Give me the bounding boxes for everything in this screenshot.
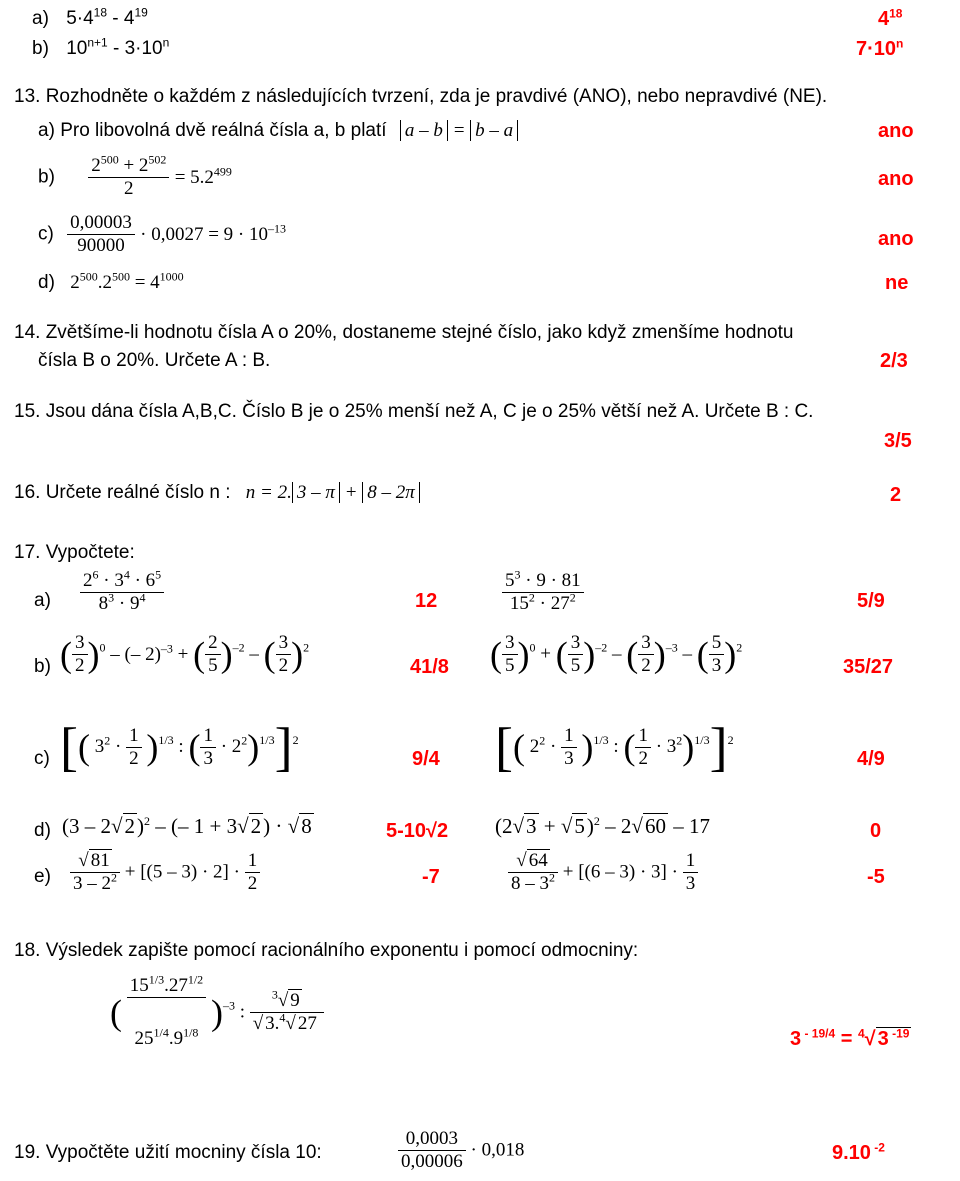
item14-line1 xyxy=(14,322,793,344)
item19-fraction: $\frac{0,0003}{0,00006}$ xyxy=(398,1128,466,1173)
item17-b-label: b) xyxy=(34,656,51,677)
item17-b-left-expr: ( $\frac{3}{2}$ )$^0$ – (– 2)$^{-3}$ + ( $\frac{2}{5}$ )$^{-2}$ – ( $\frac{3}{2}$ )$^2$ xyxy=(60,632,310,676)
item12-a xyxy=(32,5,148,30)
item17-number: 17. xyxy=(14,542,41,563)
item17-c-right-answer: 4/9 xyxy=(857,748,885,770)
item17-c-right-expr: [( $2^2$ · $\frac{1}{3}$ )$^{1/3}$ : ( $\frac{1}{2}$ · $3^2)^{1/3}]^2$ xyxy=(495,717,734,777)
item15-answer: 3/5 xyxy=(884,430,912,452)
item16-line xyxy=(14,482,420,504)
item13-b-fraction: $\frac{2^{500} + 2^{502}}{2}$ xyxy=(88,155,169,200)
item17-a-label: a) xyxy=(34,590,51,611)
item12-a-expr: $5\cdot 4^{18} - 4^{19}$ xyxy=(66,5,148,29)
item13-d-answer: ne xyxy=(885,272,909,294)
item12-a-label: a) xyxy=(32,8,49,29)
item14-answer: 2/3 xyxy=(880,350,908,372)
item13-b-rhs: = $5.2^{499}$ xyxy=(174,164,232,188)
item12-b-expr: $10^{n+1} - 3\cdot 10^n$ xyxy=(66,35,170,59)
item12-b-label: b) xyxy=(32,38,49,59)
item12-b xyxy=(32,35,170,60)
item17-b-right-answer: 35/27 xyxy=(843,656,894,678)
item17-d-label: d) xyxy=(34,820,51,841)
item17-e-right-expr: $\frac{√ 64}{8 - 3^2}$ + [(6 – 3) · 3] · $\frac{1}{3}$ xyxy=(508,850,698,895)
item13-c-rhs: · $0,0027 = 9 \cdot 10^{-13}$ xyxy=(140,221,287,245)
item13-text: Rozhodněte o každém z následujících tvrzení, zda je pravdivé (ANO), nebo nepravdivé (NE). xyxy=(45,86,828,107)
item13-a-label: a) xyxy=(38,120,55,141)
item13-c-answer: ano xyxy=(878,228,914,250)
item17-d-left-expr: (3 – 2√2)$^2$ – (– 1 + 3√2) · √8 xyxy=(62,814,312,838)
item13-a-text: Pro libovolná dvě reálná čísla a, b platí xyxy=(60,120,387,141)
item17-a-left-expr: $\frac{2^6 \cdot 3^4 \cdot 6^5}{8^3 \cdot 9^4}$ xyxy=(80,570,164,615)
item16-answer: 2 xyxy=(890,484,902,506)
item13-a-answer: ano xyxy=(878,120,914,142)
item17-d-right-expr: $(2√3 + √5)^2 - 2√60 - 17$ xyxy=(495,814,710,838)
item13-b xyxy=(38,152,232,200)
item16-expr: n = 2. 3 – π + 8 – 2π xyxy=(246,482,420,503)
item17-e-left-answer: -7 xyxy=(422,866,440,888)
item17-a-right-expr: $\frac{5^3 \cdot 9 \cdot 81}{15^2 \cdot 27^2}$ xyxy=(502,570,584,615)
item17-c-left-answer: 9/4 xyxy=(412,748,440,770)
item17-heading xyxy=(14,542,135,564)
item17-text: Vypočtete: xyxy=(45,542,135,563)
item16-text: Určete reálné číslo n : xyxy=(45,482,231,503)
item17-b-left-answer: 41/8 xyxy=(410,656,449,678)
item13-c xyxy=(38,212,286,257)
item13-heading xyxy=(14,86,827,108)
item15-text: Jsou dána čísla A,B,C. Číslo B je o 25% menší než A, C je o 25% větší než A. Určete B : C. xyxy=(45,401,814,422)
item17-e-label: e) xyxy=(34,866,51,887)
item18-expr: ( $\frac{15^{1/3}.27^{1/2}}{25^{1/4}.9^{1/8}}$ )$^{-3}$ : $\frac{^3√ 9}{√ 3.^4√ 27}$ xyxy=(110,975,324,1050)
item16-number: 16. xyxy=(14,482,41,503)
item13-a xyxy=(38,120,518,142)
item13-number: 13. xyxy=(14,86,41,107)
item18-number: 18. xyxy=(14,940,41,961)
item17-c-left-expr: [( $3^2$ · $\frac{1}{2}$ )$^{1/3}$ : ( $\frac{1}{3}$ · $2^2)^{1/3}]^2$ xyxy=(60,717,299,777)
item14-text-line1: Zvětšíme-li hodnotu čísla A o 20%, dostaneme stejné číslo, jako když zmenšíme hodnotu xyxy=(45,322,794,343)
item19-answer: 9.10 $^{-2}$ xyxy=(832,1140,885,1164)
item13-c-label: c) xyxy=(38,223,54,245)
item19-expr xyxy=(398,1128,524,1173)
item17-a-right-answer: 5/9 xyxy=(857,590,885,612)
item18-answer: 3 $^{- 19/4}$ = $^4$√ 3 $^{-19}$ xyxy=(790,1026,910,1050)
item12-a-answer: $4^{18}$ xyxy=(878,6,903,30)
item17-b-right-expr: ( $\frac{3}{5}$ )$^0$ + ( $\frac{3}{5}$ )$^{-2}$ – ( $\frac{3}{2}$ )$^{-3}$ – ( $\frac{5}{3}$ )$^2$ xyxy=(490,632,743,676)
item17-e-right-answer: -5 xyxy=(867,866,885,888)
item19-text: Vypočtěte užití mocniny čísla 10: xyxy=(45,1142,322,1163)
item17-d-right-answer: 0 xyxy=(870,820,882,842)
item17-e-left-expr: $\frac{√ 81}{3 - 2^2}$ + [(5 – 3) · 2] · $\frac{1}{2}$ xyxy=(70,850,260,895)
item15-line xyxy=(14,401,813,423)
item13-c-fraction: $\frac{0,00003}{90000}$ xyxy=(67,212,135,257)
item13-d-label: d) xyxy=(38,272,55,293)
item13-a-expr: a – b = b – a xyxy=(400,120,518,141)
item18-text: Výsledek zapište pomocí racionálního exponentu i pomocí odmocniny: xyxy=(45,940,639,961)
item12-b-answer: $7\cdot 10^n$ xyxy=(856,36,904,60)
item13-d-expr: $2^{500}.2^{500} = 4^{1000}$ xyxy=(70,269,184,293)
item13-b-answer: ano xyxy=(878,168,914,190)
item19-line xyxy=(14,1142,322,1164)
item15-number: 15. xyxy=(14,401,41,422)
item13-d xyxy=(38,269,184,294)
item18-heading xyxy=(14,940,638,962)
item17-a-left-answer: 12 xyxy=(415,590,438,612)
item13-b-label: b) xyxy=(38,166,55,188)
item14-line2: čísla B o 20%. Určete A : B. xyxy=(38,350,271,371)
item17-c-label: c) xyxy=(34,748,50,769)
item17-d-left-answer: 5-10√2 xyxy=(386,820,449,842)
item19-rhs: · 0,018 xyxy=(470,1139,525,1161)
item14-number: 14. xyxy=(14,322,41,343)
item19-number: 19. xyxy=(14,1142,41,1163)
